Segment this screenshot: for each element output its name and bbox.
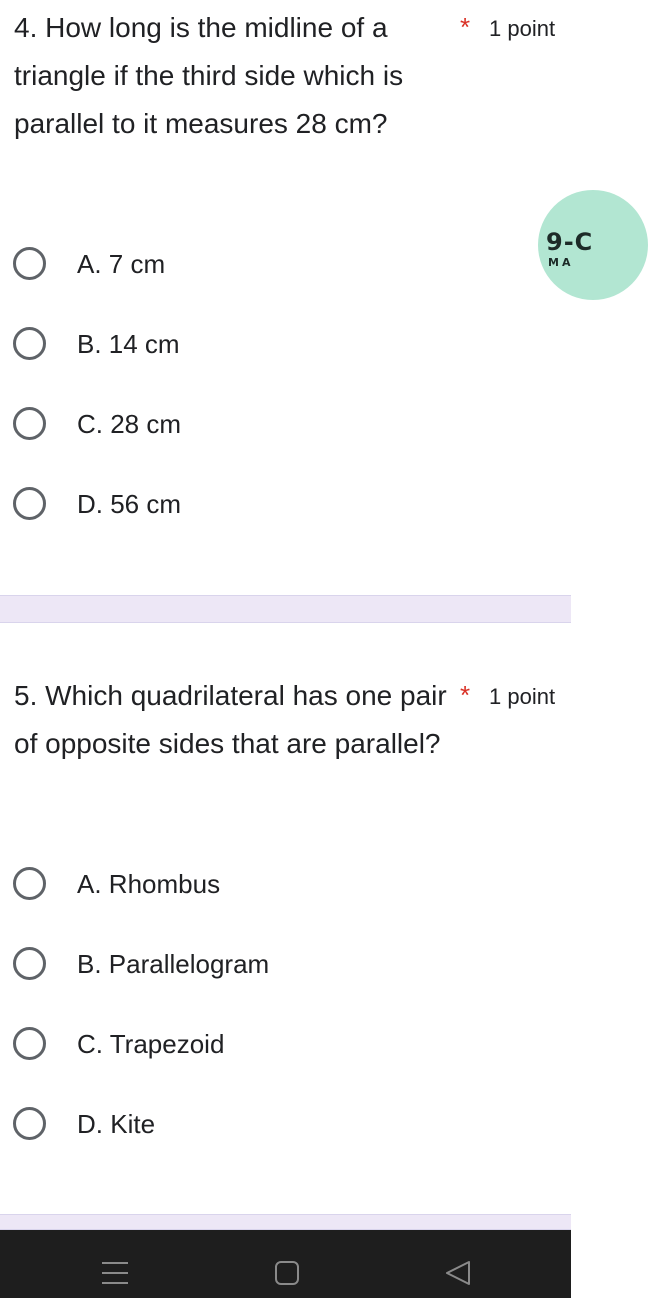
option-c[interactable] [0,397,520,457]
radio-button[interactable] [13,327,46,360]
system-navigation-bar [0,1230,571,1298]
option-label: B. 14 cm [77,329,180,359]
badge-subtext: MA [548,256,574,269]
option-label: D. Kite [77,1109,156,1139]
radio-button[interactable] [13,407,46,440]
section-separator [0,595,571,623]
home-icon [272,1260,302,1286]
radio-button[interactable] [13,247,46,280]
option-d[interactable] [0,1097,520,1157]
option-a[interactable] [0,237,520,297]
question-title: 5. Which quadrilateral has one pair of opposite sides that are parallel? [14,680,447,759]
question-title: 4. How long is the midline of a triangle if the third side which is parallel to it measures 28 cm? [14,12,404,139]
required-asterisk: * [460,12,471,42]
option-label: A. Rhombus [77,869,221,899]
option-a[interactable] [0,857,520,917]
option-label: C. Trapezoid [77,1029,225,1059]
menu-icon [100,1260,130,1286]
radio-button[interactable] [13,947,46,980]
back-icon [443,1260,473,1286]
badge-text: 9-C [546,228,594,256]
question-5 [0,672,571,1192]
points-label: 1 point [489,684,556,709]
option-label: D. 56 cm [77,489,182,519]
radio-button[interactable] [13,1107,46,1140]
recent-apps-button[interactable] [75,1230,155,1298]
option-c[interactable] [0,1017,520,1077]
points-label: 1 point [489,16,556,41]
option-label: C. 28 cm [77,409,182,439]
option-b[interactable] [0,317,520,377]
floating-badge[interactable] [538,190,648,300]
bottom-separator [0,1214,571,1230]
radio-button[interactable] [13,487,46,520]
option-label: A. 7 cm [77,249,166,279]
option-b[interactable] [0,937,520,997]
back-button[interactable] [418,1230,498,1298]
question-4 [0,4,574,564]
radio-button[interactable] [13,867,46,900]
option-d[interactable] [0,477,520,537]
home-button[interactable] [247,1230,327,1298]
required-asterisk: * [460,680,471,710]
option-label: B. Parallelogram [77,949,270,979]
radio-button[interactable] [13,1027,46,1060]
